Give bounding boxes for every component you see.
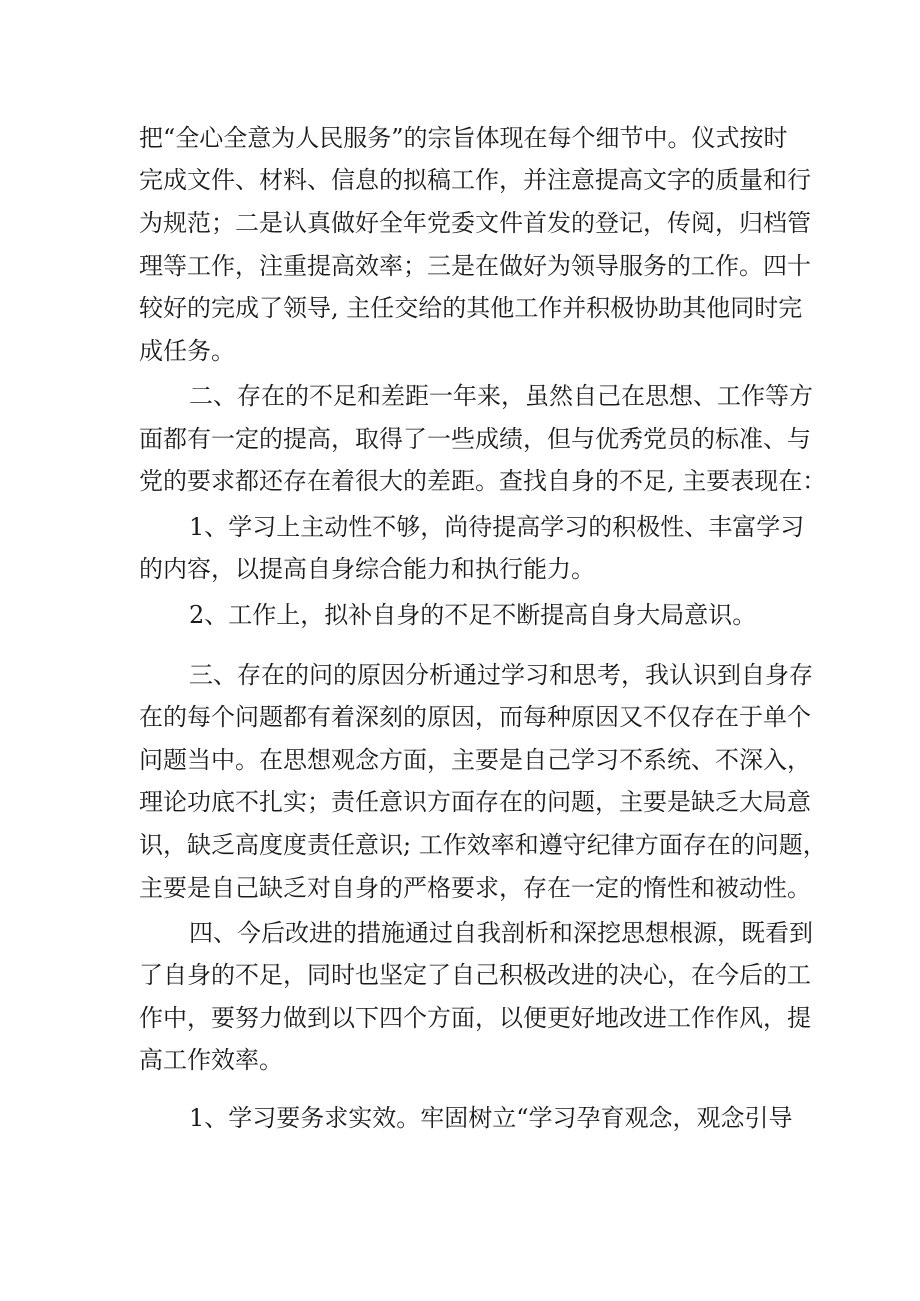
text-line: 成任务。 (139, 337, 235, 365)
text-line: 面都有一定的提高，取得了一些成绩，但与优秀党员的标准、与 (139, 425, 811, 453)
text-line: 三、存在的问的原因分析通过学习和思考，我认识到自身存 (189, 661, 813, 689)
text-line: 二、存在的不足和差距一年来，虽然自己在思想、工作等方 (189, 382, 813, 410)
text-line: 识，缺乏高度度责任意识; 工作效率和遵守纪律方面存在的问题， (139, 831, 827, 859)
text-line: 较好的完成了领导, 主任交给的其他工作并积极协助其他同时完 (139, 294, 803, 322)
text-line: 了自身的不足，同时也坚定了自己积极改进的决心，在今后的工 (139, 961, 811, 989)
text-line: 理论功底不扎实；责任意识方面存在的问题，主要是缺乏大局意 (139, 788, 811, 816)
text-line: 把“全心全意为人民服务”的宗旨体现在每个细节中。仪式按时 (139, 124, 788, 152)
text-line: 作中，要努力做到以下四个方面，以便更好地改进工作作风，提 (139, 1004, 811, 1032)
text-line: 1、学习要务求实效。牢固树立“学习孕育观念，观念引导 (189, 1104, 793, 1132)
text-line: 1、学习上主动性不够，尚待提高学习的积极性、丰富学习 (189, 513, 805, 541)
text-line: 党的要求都还存在着很大的差距。查找自身的不足, 主要表现在： (139, 467, 827, 495)
text-line: 为规范；二是认真做好全年党委文件首发的登记，传阅，归档管 (139, 209, 811, 237)
text-line: 2、工作上，拟补自身的不足不断提高自身大局意识。 (189, 601, 757, 629)
text-line: 高工作效率。 (139, 1046, 283, 1074)
text-line: 完成文件、材料、信息的拟稿工作，并注意提高文字的质量和行 (139, 166, 811, 194)
text-line: 问题当中。在思想观念方面，主要是自己学习不系统、不深入， (139, 746, 811, 774)
text-line: 的内容，以提高自身综合能力和执行能力。 (139, 555, 595, 583)
text-line: 理等工作，注重提高效率；三是在做好为领导服务的工作。四十 (139, 252, 811, 280)
text-line: 四、今后改进的措施通过自我剖析和深挖思想根源，既看到 (189, 919, 813, 947)
text-line: 在的每个问题都有着深刻的原因，而每种原因又不仅存在于单个 (139, 703, 811, 731)
text-line: 主要是自己缺乏对自身的严格要求，存在一定的惰性和被动性。 (139, 874, 811, 902)
